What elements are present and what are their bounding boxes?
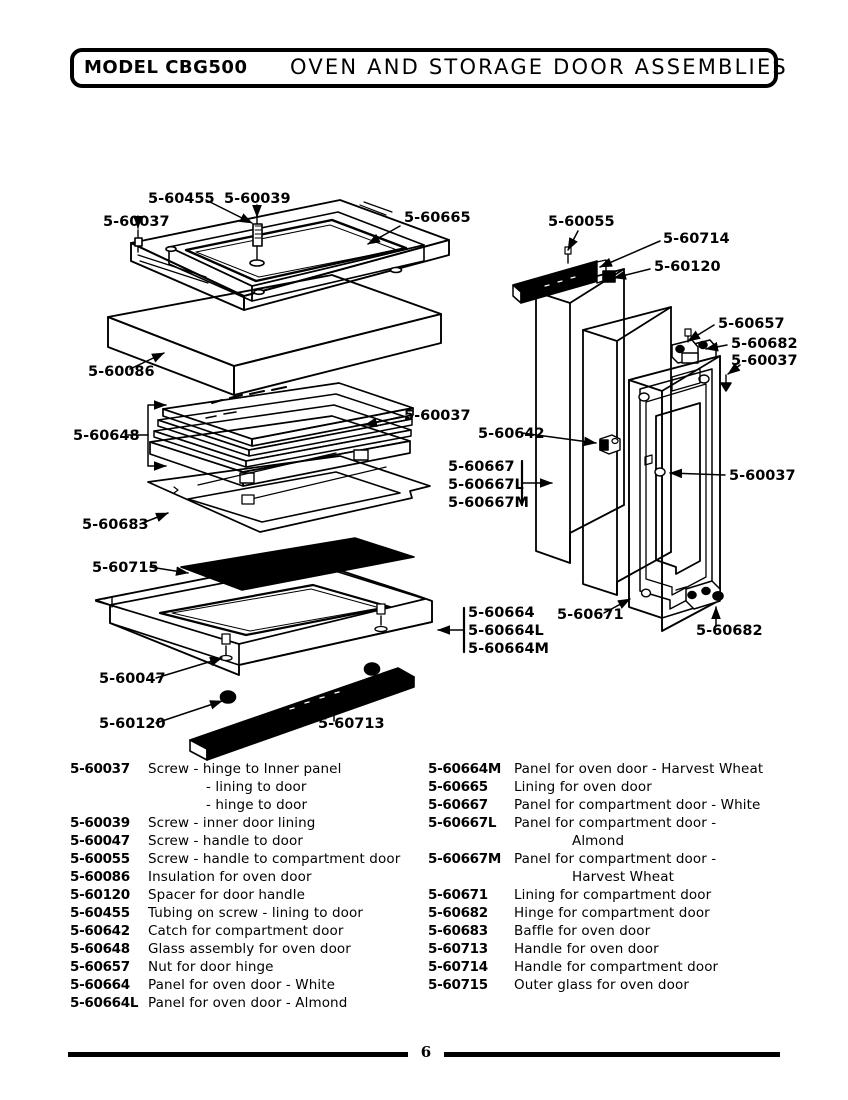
- part-description: Harvest Wheat: [572, 869, 674, 885]
- callout-5-60664: 5-60664: [468, 605, 535, 621]
- parts-list-row: [428, 778, 828, 796]
- callout-5-60086: 5-60086: [88, 364, 155, 380]
- part-description: Almond: [572, 833, 625, 849]
- parts-list-row: [428, 868, 828, 886]
- parts-list-row: [70, 760, 430, 778]
- callout-5-60120-a: 5-60120: [99, 716, 166, 732]
- part-description: Spacer for door handle: [148, 887, 305, 903]
- parts-list-row: [70, 778, 430, 796]
- parts-list-row: [428, 886, 828, 904]
- part-description: Panel for oven door - White: [148, 977, 336, 993]
- part-number: 5-60657: [70, 959, 130, 975]
- parts-list-row: [428, 796, 828, 814]
- part-number: 5-60667M: [428, 851, 501, 867]
- part-number: 5-60683: [428, 923, 488, 939]
- parts-list-row: [428, 976, 828, 994]
- parts-list-row: [70, 994, 430, 1012]
- part-number: 5-60055: [70, 851, 130, 867]
- parts-list-row: [428, 958, 828, 976]
- part-description: - lining to door: [206, 779, 307, 795]
- callout-5-60037-a: 5-60037: [103, 214, 170, 230]
- diagram-svg: [0, 95, 848, 732]
- part-handle-compartment-door: [513, 261, 605, 303]
- callout-5-60713: 5-60713: [318, 716, 385, 732]
- part-number: 5-60664M: [428, 761, 501, 777]
- callout-5-60664M: 5-60664M: [468, 641, 549, 657]
- part-number: 5-60047: [70, 833, 130, 849]
- part-glass-assembly-oven-door: [150, 383, 413, 504]
- parts-list-row: [428, 940, 828, 958]
- part-description: Screw - inner door lining: [148, 815, 316, 831]
- part-lining-oven-door: [131, 200, 449, 310]
- part-number: 5-60120: [70, 887, 130, 903]
- part-hinge-compartment-door-bottom: [676, 581, 723, 609]
- part-description: Screw - hinge to Inner panel: [148, 761, 342, 777]
- callout-5-60642: 5-60642: [478, 426, 545, 442]
- callout-5-60657: 5-60657: [718, 316, 785, 332]
- page-title: OVEN AND STORAGE DOOR ASSEMBLIES: [290, 55, 788, 79]
- parts-list-row: [428, 832, 828, 850]
- part-number: 5-60714: [428, 959, 488, 975]
- part-number: 5-60665: [428, 779, 488, 795]
- part-number: 5-60671: [428, 887, 488, 903]
- callout-5-60682-b: 5-60682: [696, 623, 763, 639]
- callout-5-60714: 5-60714: [663, 231, 730, 247]
- parts-list-row: [70, 904, 430, 922]
- parts-list-row: [428, 760, 828, 778]
- part-description: Insulation for oven door: [148, 869, 312, 885]
- part-description: Lining for oven door: [514, 779, 652, 795]
- footer-rule-right: [444, 1052, 780, 1057]
- page-footer: [0, 1040, 848, 1068]
- part-description: Baffle for oven door: [514, 923, 651, 939]
- callout-5-60037-d: 5-60037: [729, 468, 796, 484]
- part-number: 5-60715: [428, 977, 488, 993]
- parts-list-left-column: [70, 760, 430, 1012]
- title-bar: [70, 48, 788, 88]
- part-description: Outer glass for oven door: [514, 977, 689, 993]
- parts-list-row: [70, 886, 430, 904]
- part-number: 5-60039: [70, 815, 130, 831]
- callout-5-60667M: 5-60667M: [448, 495, 529, 511]
- exploded-diagram: [0, 95, 848, 732]
- part-number: 5-60682: [428, 905, 488, 921]
- parts-list-row: [428, 922, 828, 940]
- callout-5-60671: 5-60671: [557, 607, 624, 623]
- part-description: Screw - handle to door: [148, 833, 304, 849]
- part-description: Glass assembly for oven door: [148, 941, 351, 957]
- parts-list-row: [70, 832, 430, 850]
- parts-list-row: [70, 868, 430, 886]
- part-number: 5-60037: [70, 761, 130, 777]
- part-lining-compartment-door: [583, 307, 671, 595]
- part-number: 5-60086: [70, 869, 130, 885]
- part-description: Panel for compartment door -: [514, 815, 717, 831]
- callout-5-60665: 5-60665: [404, 210, 471, 226]
- part-description: Lining for compartment door: [514, 887, 712, 903]
- callout-5-60039: 5-60039: [224, 191, 291, 207]
- callout-5-60683: 5-60683: [82, 517, 149, 533]
- parts-list-row: [428, 814, 828, 832]
- part-number: 5-60713: [428, 941, 488, 957]
- part-handle-oven-door: [190, 668, 414, 760]
- part-screw-hinge-to-door-right: [721, 375, 731, 391]
- parts-list-row: [70, 850, 430, 868]
- callout-5-60667: 5-60667: [448, 459, 515, 475]
- part-number: 5-60648: [70, 941, 130, 957]
- callout-5-60664L: 5-60664L: [468, 623, 544, 639]
- part-compartment-door-frame: [629, 356, 723, 631]
- parts-list-row: [70, 814, 430, 832]
- part-number: 5-60664: [70, 977, 130, 993]
- parts-list-right-column: [428, 760, 828, 994]
- part-description: Hinge for compartment door: [514, 905, 710, 921]
- parts-list-row: [70, 958, 430, 976]
- callout-5-60455: 5-60455: [148, 191, 215, 207]
- part-description: Panel for compartment door - White: [514, 797, 761, 813]
- page-number: 6: [420, 1043, 432, 1061]
- part-number: 5-60667: [428, 797, 488, 813]
- part-description: Screw - handle to compartment door: [148, 851, 401, 867]
- part-number: 5-60642: [70, 923, 130, 939]
- parts-list-row: [70, 940, 430, 958]
- part-description: Handle for compartment door: [514, 959, 719, 975]
- model-label: MODEL CBG500: [84, 57, 248, 78]
- callout-5-60667L: 5-60667L: [448, 477, 524, 493]
- part-description: Handle for oven door: [514, 941, 659, 957]
- parts-list-row: [428, 850, 828, 868]
- callout-5-60120-b: 5-60120: [654, 259, 721, 275]
- part-catch-compartment-door: [600, 435, 620, 454]
- part-insulation-oven-door: [108, 275, 441, 395]
- callout-5-60047: 5-60047: [99, 671, 166, 687]
- part-number: 5-60455: [70, 905, 130, 921]
- part-description: - hinge to door: [206, 797, 308, 813]
- part-description: Catch for compartment door: [148, 923, 344, 939]
- part-description: Tubing on screw - lining to door: [148, 905, 364, 921]
- parts-list-row: [428, 904, 828, 922]
- callout-5-60037-b: 5-60037: [404, 408, 471, 424]
- part-panel-compartment-door: [536, 269, 624, 563]
- parts-list-row: [70, 796, 430, 814]
- callout-5-60055: 5-60055: [548, 214, 615, 230]
- part-outer-glass-oven-door: [181, 538, 414, 590]
- callout-5-60715: 5-60715: [92, 560, 159, 576]
- part-description: Panel for oven door - Almond: [148, 995, 348, 1011]
- part-number: 5-60667L: [428, 815, 497, 831]
- part-description: Panel for compartment door -: [514, 851, 717, 867]
- parts-list-row: [70, 976, 430, 994]
- callout-labels: [73, 191, 798, 732]
- parts-list-row: [70, 922, 430, 940]
- callout-5-60648: 5-60648: [73, 428, 140, 444]
- leader-lines: [128, 200, 740, 723]
- part-description: Panel for oven door - Harvest Wheat: [514, 761, 764, 777]
- callout-5-60037-c: 5-60037: [731, 353, 798, 369]
- callout-5-60682-a: 5-60682: [731, 336, 798, 352]
- part-number: 5-60664L: [70, 995, 139, 1011]
- part-description: Nut for door hinge: [148, 959, 274, 975]
- footer-rule-left: [68, 1052, 408, 1057]
